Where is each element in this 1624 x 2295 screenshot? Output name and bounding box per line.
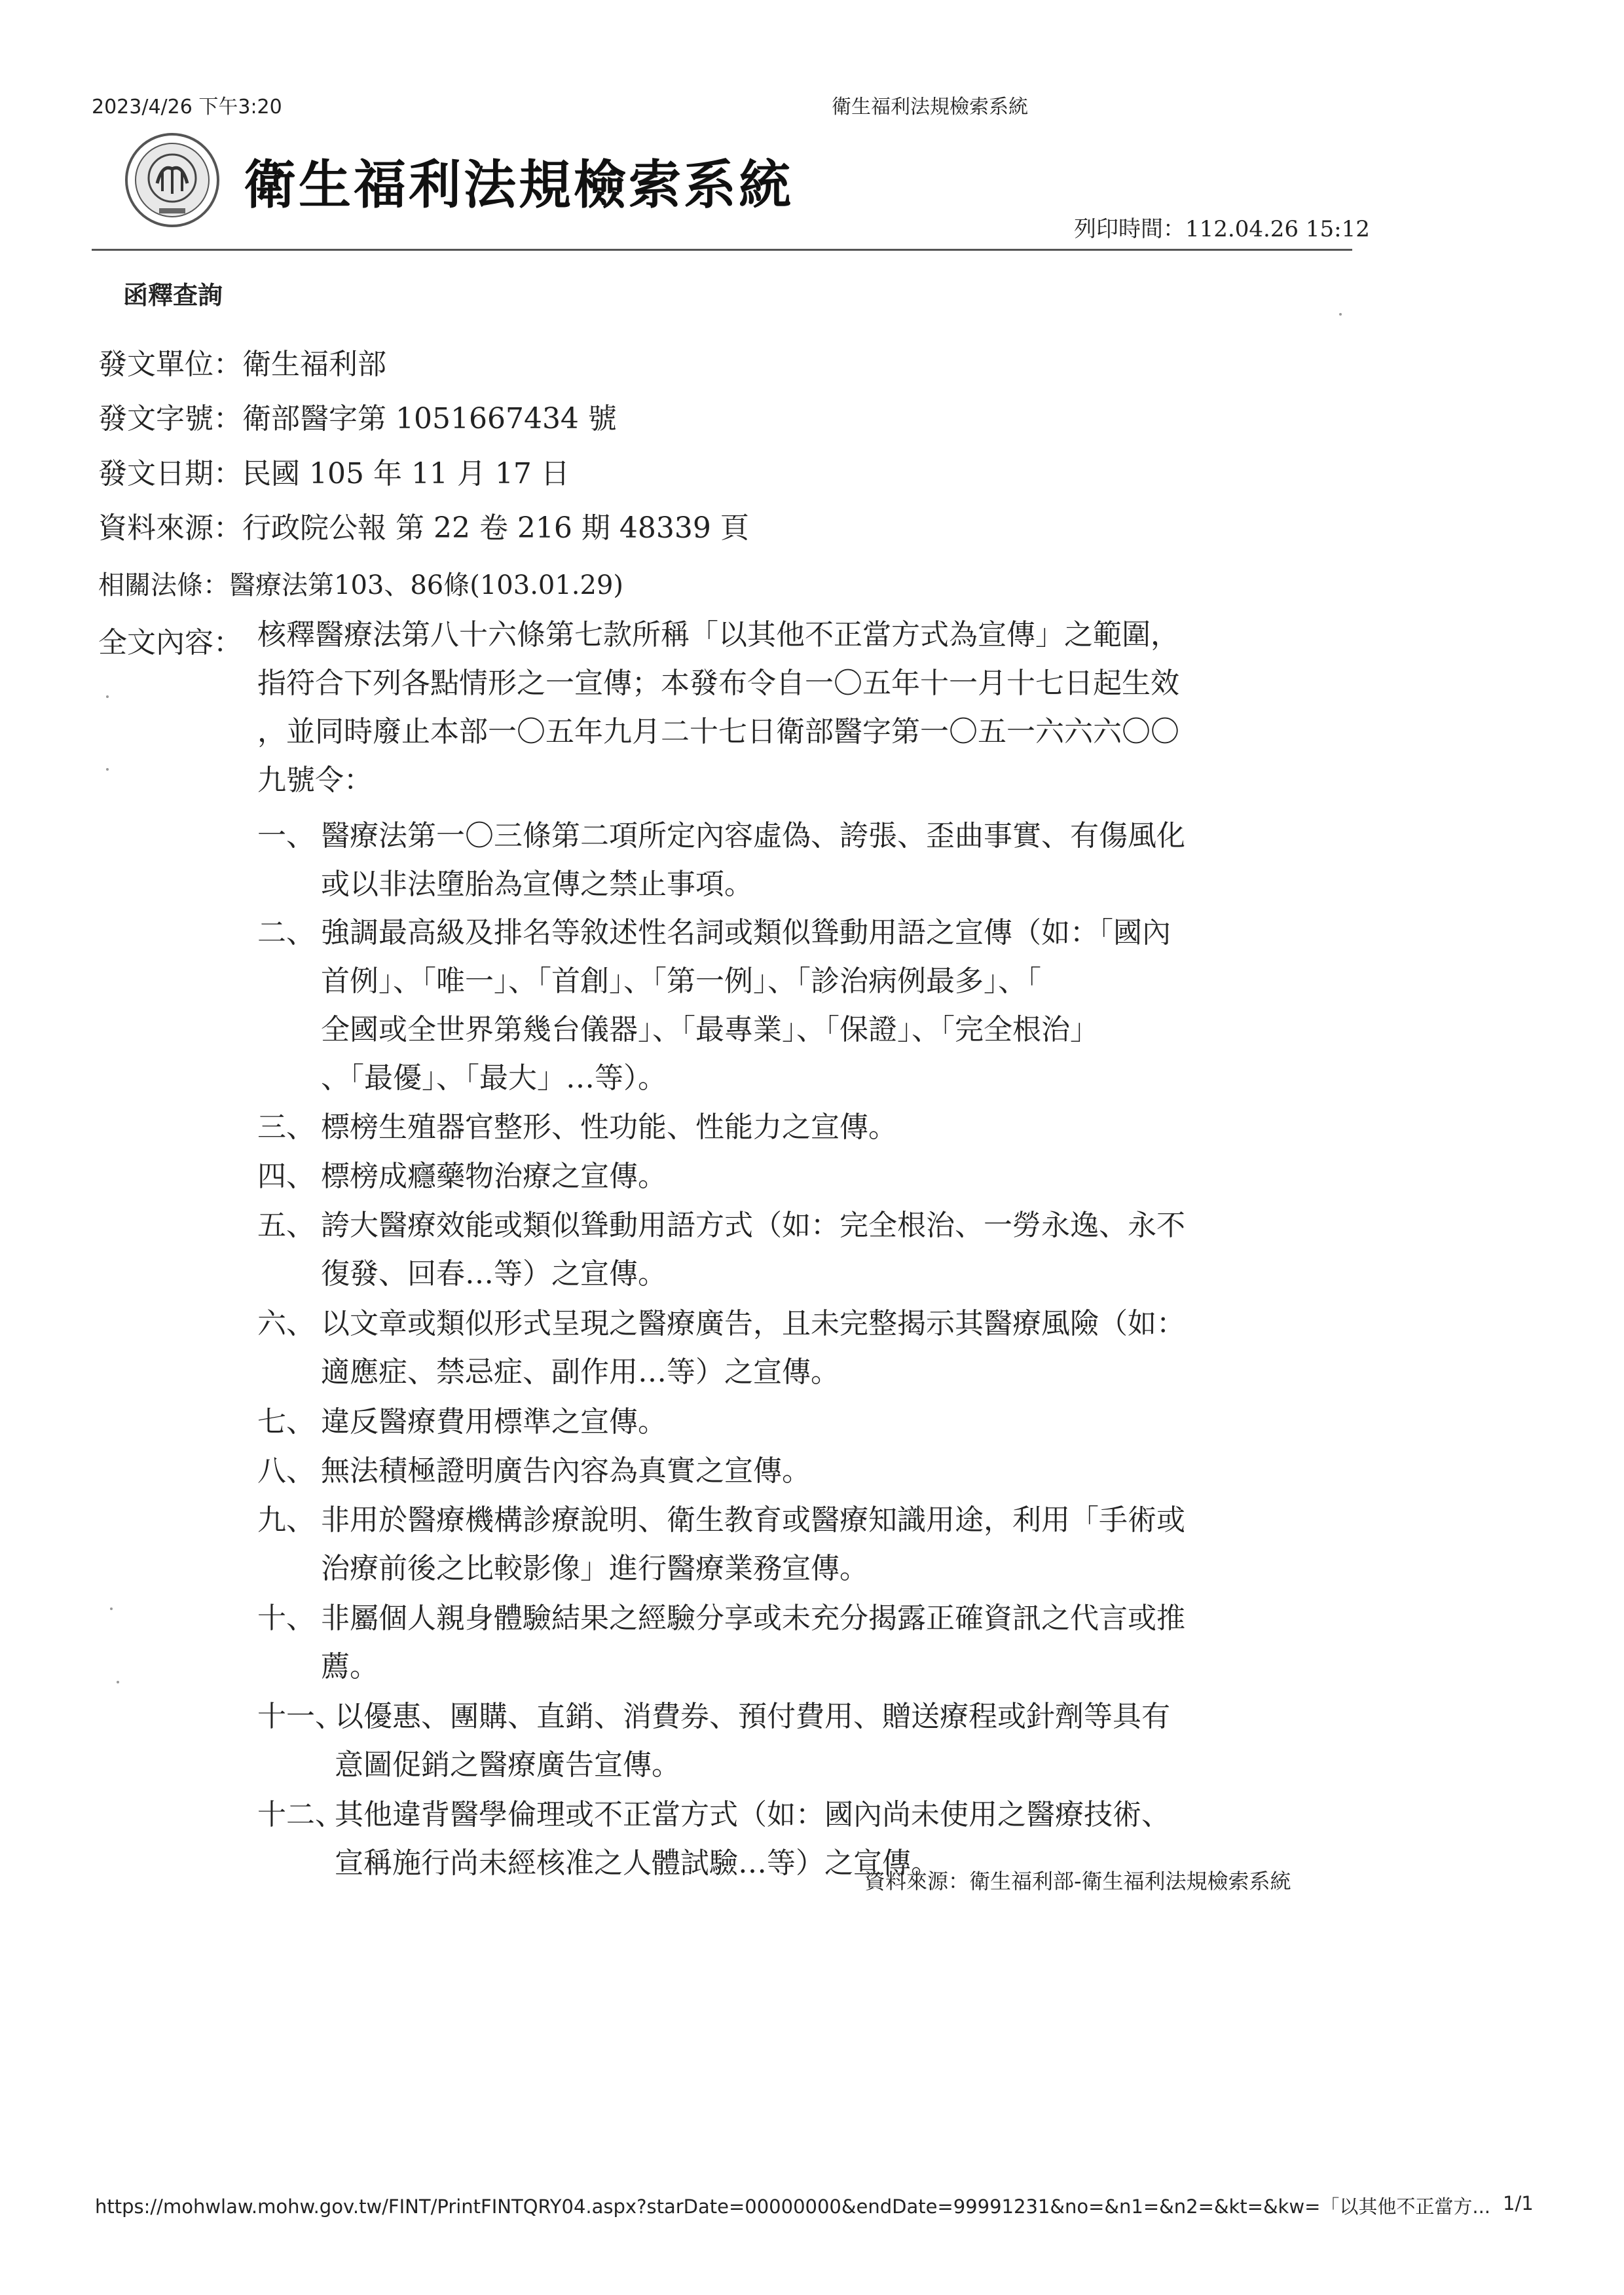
item-number: 六、 <box>257 1307 315 1340</box>
intro-line: ，並同時廢止本部一〇五年九月二十七日衛部醫字第一〇五一六六六〇〇 <box>257 715 1179 748</box>
item-text-line: 、「最優」、「最大」…等）。 <box>321 1061 667 1095</box>
item-text-line: 誇大醫療效能或類似聳動用語方式（如：完全根治、一勞永逸、永不 <box>321 1209 1185 1242</box>
page-url: https://mohwlaw.mohw.gov.tw/FINT/PrintFINTQRY04.aspx?starDate=00000000&endDate=99991231&no=&n1=&n2=&kt=&kw=「以其他不正當方... <box>95 2195 1491 2218</box>
item-number: 四、 <box>257 1160 315 1193</box>
footer-source: 資料來源：衛生福利部-衛生福利法規檢索系統 <box>864 1869 1291 1894</box>
page-number: 1/1 <box>1503 2192 1534 2214</box>
item-text-line: 治療前後之比較影像」進行醫療業務宣傳。 <box>321 1552 868 1585</box>
intro-line: 九號令： <box>257 763 373 797</box>
item-text-line: 全國或全世界第幾台儀器」、「最專業」、「保證」、「完全根治」 <box>321 1013 1099 1046</box>
item-text-line: 其他違背醫學倫理或不正當方式（如：國內尚未使用之醫療技術、 <box>335 1798 1170 1831</box>
scan-speck <box>117 1681 119 1683</box>
scan-speck <box>106 768 109 771</box>
item-number: 十二、 <box>257 1798 344 1831</box>
related-law-field: 相關法條：醫療法第103、86條(103.01.29) <box>98 570 624 600</box>
item-number: 五、 <box>257 1209 315 1242</box>
item-number: 七、 <box>257 1405 315 1439</box>
item-number: 八、 <box>257 1454 315 1488</box>
item-text-line: 薦。 <box>321 1650 378 1683</box>
fulltext-label: 全文內容： <box>98 626 242 659</box>
item-number: 一、 <box>257 819 315 853</box>
item-text-line: 以優惠、團購、直銷、消費券、預付費用、贈送療程或針劑等具有 <box>335 1700 1170 1733</box>
item-text-line: 強調最高級及排名等敘述性名詞或類似聳動用語之宣傳（如：「國內 <box>321 916 1171 949</box>
item-text-line: 或以非法墮胎為宣傳之禁止事項。 <box>321 868 753 901</box>
issuer-field: 發文單位：衛生福利部 <box>98 348 386 381</box>
doc-date-field: 發文日期：民國 105 年 11 月 17 日 <box>98 457 570 490</box>
intro-line: 核釋醫療法第八十六條第七款所稱「以其他不正當方式為宣傳」之範圍， <box>257 618 1179 652</box>
doc-number-field: 發文字號：衛部醫字第 1051667434 號 <box>98 402 617 435</box>
header-divider <box>92 249 1352 251</box>
item-number: 十一、 <box>257 1700 344 1733</box>
item-text-line: 宣稱施行尚未經核准之人體試驗…等）之宣傳。 <box>335 1846 940 1880</box>
item-number: 三、 <box>257 1111 315 1144</box>
item-text-line: 適應症、禁忌症、副作用…等）之宣傳。 <box>321 1355 840 1389</box>
scan-speck <box>110 1607 113 1610</box>
item-number: 二、 <box>257 916 315 949</box>
item-text-line: 非用於醫療機構診療說明、衛生教育或醫療知識用途，利用「手術或 <box>321 1503 1185 1537</box>
item-number: 九、 <box>257 1503 315 1537</box>
section-title: 函釋查詢 <box>123 281 223 310</box>
intro-line: 指符合下列各點情形之一宣傳；本發布令自一〇五年十一月十七日起生效 <box>257 667 1179 700</box>
item-text-line: 非屬個人親身體驗結果之經驗分享或未充分揭露正確資訊之代言或推 <box>321 1602 1185 1635</box>
item-text-line: 違反醫療費用標準之宣傳。 <box>321 1405 667 1439</box>
source-field: 資料來源：行政院公報 第 22 卷 216 期 48339 頁 <box>98 511 749 545</box>
item-text-line: 標榜生殖器官整形、性功能、性能力之宣傳。 <box>321 1111 897 1144</box>
item-text-line: 意圖促銷之醫療廣告宣傳。 <box>335 1748 680 1782</box>
ministry-seal-icon <box>123 131 221 229</box>
scan-speck <box>1339 313 1342 316</box>
item-text-line: 醫療法第一〇三條第二項所定內容虛偽、誇張、歪曲事實、有傷風化 <box>321 819 1185 853</box>
print-date: 2023/4/26 下午3:20 <box>92 96 282 119</box>
item-text-line: 首例」、「唯一」、「首創」、「第一例」、「診治病例最多」、「 <box>321 964 1041 998</box>
print-page-title: 衛生福利法規檢索系統 <box>832 96 1028 119</box>
item-text-line: 復發、回春…等）之宣傳。 <box>321 1257 667 1291</box>
print-time: 列印時間：112.04.26 15:12 <box>1074 216 1370 242</box>
site-title: 衛生福利法規檢索系統 <box>244 154 794 215</box>
item-number: 十、 <box>257 1602 315 1635</box>
item-text-line: 無法積極證明廣告內容為真實之宣傳。 <box>321 1454 811 1488</box>
item-text-line: 標榜成癮藥物治療之宣傳。 <box>321 1160 667 1193</box>
item-text-line: 以文章或類似形式呈現之醫療廣告，且未完整揭示其醫療風險（如： <box>321 1307 1185 1340</box>
scan-speck <box>106 695 109 698</box>
